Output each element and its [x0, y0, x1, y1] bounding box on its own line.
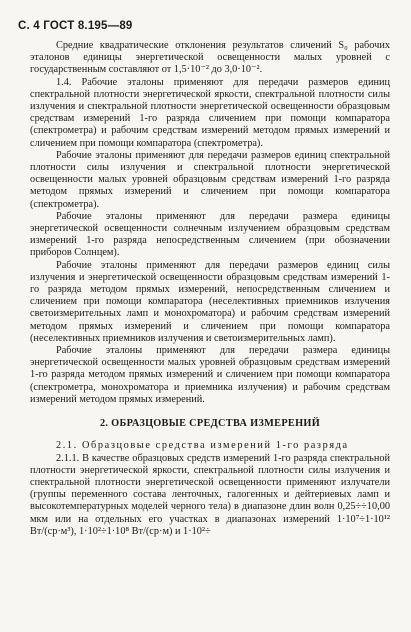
paragraph-2-1-1: 2.1.1. В качестве образцовых средств измерений 1-го разряда спектральной плотности энергетической яркости, спектральной плотности силы излучения и спектральной плотности энергетической освещенности применяют излучатели (группы переменного состава ленточных, галогенных и дейтериевых ламп и высокотемпературных моделей черного тела) в диапазоне длин волн 0,25÷÷10,00 мкм или на отдельных его участках в диапазонах измерений 1·10⁷÷1·10¹² Вт/(ср·м³), 1·10²÷1·10⁸ Вт/(ср·м) и 1·10²÷ [30, 452, 390, 537]
paragraph-low-level-irradiance: Рабочие эталоны применяют для передачи размера единицы энергетической освещенности малых уровней образцовым средствам измерений 1-го разряда методом прямых измерений и сличением при помощи компаратора (спектрометра, монохроматора и приемника излучения) и рабочим средствам измерений методом прямых измерений. [30, 345, 390, 405]
paragraph-solar-irradiance: Рабочие эталоны применяют для передачи размера единицы энергетической освещенности солнечным излучением образцовым средствам измерений 1-го разряда непосредственным сличением (при обозначении приборов Солнцем). [30, 210, 390, 259]
document-body [30, 40, 390, 538]
subsection-title: 2.1. Образцовые средства измерений 1-го разряда [56, 440, 349, 452]
page-header: С. 4 ГОСТ 8.195—89 [18, 20, 133, 32]
paragraph-radiant-intensity: Рабочие эталоны применяют для передачи размеров единиц спектральной плотности силы излучения и спектральной плотности энергетической освещенности малых уровней образцовым средствам измерений 1-го разряда методом прямых измерений и сличением при помощи компаратора (спектрометра). [30, 149, 390, 210]
paragraph-intensity-irradiance: Рабочие эталоны применяют для передачи размеров единиц силы излучения и энергетической освещенности образцовым средствам измерений 1-го разряда методом прямых измерений, непосредственным сличением и сличением при помощи компаратора (неселективных приемников излучения светоизмерительных ламп и монохроматора) и рабочим средствам измерений методом прямых измерений и сличением при помощи компаратора (неселективных приемников излучения и светоизмерительных ламп). [30, 259, 390, 344]
section-title: 2. ОБРАЗЦОВЫЕ СРЕДСТВА ИЗМЕРЕНИЙ [99, 418, 321, 430]
paragraph-1-4: 1.4. Рабочие эталоны применяют для передачи размеров единиц спектральной плотности энергетической яркости, спектральной плотности силы излучения и спектральной плотности энергетической освещенности образцовым средствам измерений 1-го разряда сличением при помощи компаратора (спектрометра) и рабочим средствам измерений методом прямых измерений и сличением при помощи компаратора (спектрометра). [30, 76, 390, 149]
paragraph-deviation: Средние квадратические отклонения результатов сличений S₀ рабочих эталонов единицы энергетической освещенности малых уровней с государственным составляют от 1,5·10⁻² до 3,0·10⁻². [30, 40, 390, 76]
